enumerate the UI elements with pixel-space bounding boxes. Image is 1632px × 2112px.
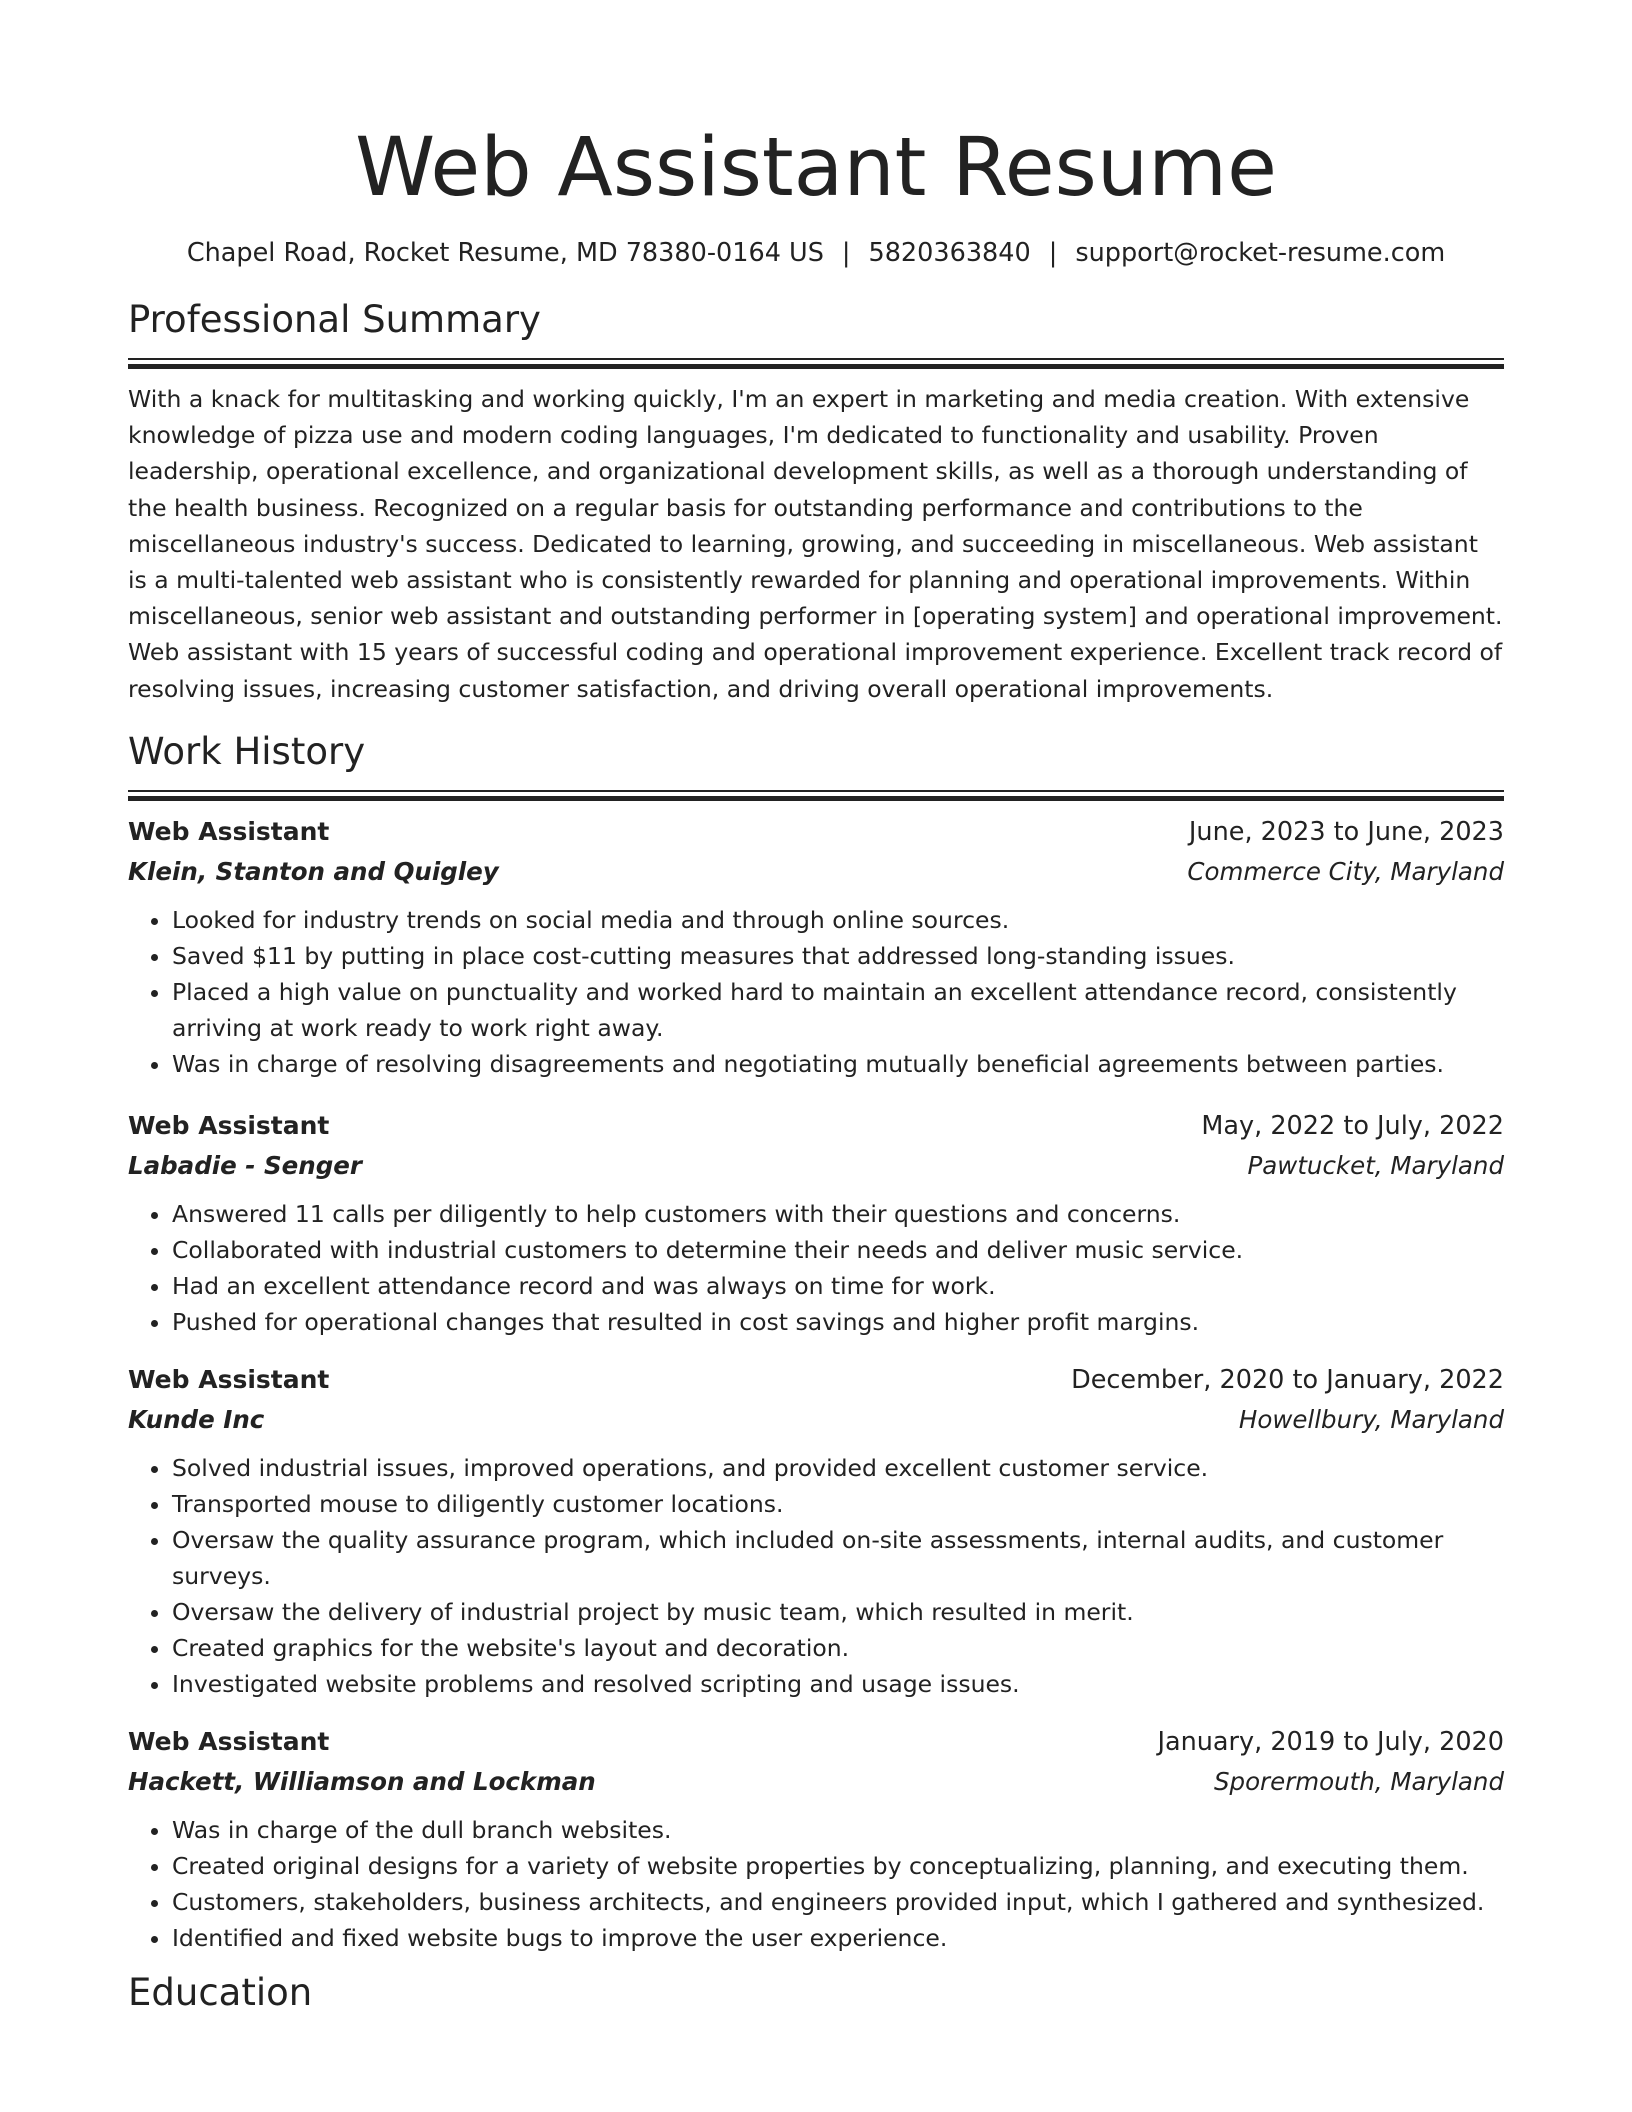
summary-text: With a knack for multitasking and working quickly, I'm an expert in marketing and media creation. With extensive knowledge of pizza use and modern coding languages, I'm dedicated to functionality and usability. Proven leadership, operational excellence, and organizational development skills, as well as a thorough understanding of the health business. Recognized on a regular basis for outstanding performance and contributions to the miscellaneous industry's success. Dedicated to learning, growing, and succeeding in miscellaneous. Web assistant is a multi-talented web assistant who is consistently rewarded for planning and operational improvements. Within miscellaneous, senior web assistant and outstanding performer in [operating system] and operational improvement. Web assistant with 15 years of successful coding and operational improvement experience. Excellent track record of resolving issues, increasing customer satisfaction, and driving overall operational improvements. — [128, 385, 1503, 703]
job-title-row — [128, 1360, 1504, 1400]
summary-heading: Professional Summary — [128, 298, 541, 341]
job-bullets — [128, 1450, 1504, 1702]
job-company-row — [128, 1762, 1504, 1802]
job-entry — [128, 1360, 1504, 1702]
work-history-section — [128, 727, 1504, 1956]
job-entry — [128, 1722, 1504, 1956]
job-title: Web Assistant — [128, 1110, 330, 1140]
contact-phone: 5820363840 — [868, 238, 1031, 268]
resume-title: Web Assistant Resume — [355, 121, 1277, 215]
education-heading: Education — [128, 1970, 313, 2014]
job-bullet: • Oversaw the delivery of industrial project by music team, which resulted in merit. — [172, 1594, 1504, 1630]
job-bullet: • Saved $11 by putting in place cost-cutting measures that addressed long-standing issues. — [172, 938, 1504, 974]
contact-separator: | — [841, 238, 851, 268]
job-title: Web Assistant — [128, 1726, 330, 1756]
job-location: Pawtucket, Maryland — [1247, 1150, 1504, 1180]
summary-section — [128, 295, 1504, 707]
job-title: Web Assistant — [128, 816, 330, 846]
job-bullet: • Had an excellent attendance record and was always on time for work. — [172, 1268, 1504, 1304]
contact-email: support@rocket-resume.com — [1075, 238, 1446, 268]
job-location: Commerce City, Maryland — [1187, 856, 1504, 886]
job-company-row — [128, 1400, 1504, 1440]
job-location: Howellbury, Maryland — [1238, 1404, 1504, 1434]
contact-address: Chapel Road, Rocket Resume, MD 78380-0164 US — [186, 238, 824, 268]
job-dates: January, 2019 to July, 2020 — [1157, 1726, 1504, 1757]
resume-page — [128, 0, 1504, 2018]
job-bullets — [128, 1812, 1504, 1956]
contact-line — [128, 235, 1504, 271]
job-bullet: • Created graphics for the website's layout and decoration. — [172, 1630, 1504, 1666]
job-company: Labadie - Senger — [128, 1150, 362, 1180]
job-title-row — [128, 1722, 1504, 1762]
job-entry — [128, 1106, 1504, 1340]
job-bullets — [128, 902, 1504, 1082]
job-company: Klein, Stanton and Quigley — [128, 856, 499, 886]
job-bullet: • Was in charge of the dull branch websites. — [172, 1812, 1504, 1848]
job-title: Web Assistant — [128, 1364, 330, 1394]
job-company: Kunde Inc — [128, 1404, 265, 1434]
job-dates: June, 2023 to June, 2023 — [1188, 816, 1504, 847]
job-bullets — [128, 1196, 1504, 1340]
job-bullet: • Investigated website problems and resolved scripting and usage issues. — [172, 1666, 1504, 1702]
job-bullet: • Customers, stakeholders, business architects, and engineers provided input, which I gathered and synthesized. — [172, 1884, 1504, 1920]
job-bullet: • Oversaw the quality assurance program, which included on-site assessments, internal audits, and customer surveys. — [172, 1522, 1504, 1594]
section-divider — [128, 790, 1504, 800]
job-title-row — [128, 812, 1504, 852]
job-dates: December, 2020 to January, 2022 — [1071, 1364, 1504, 1395]
job-bullet: • Solved industrial issues, improved operations, and provided excellent customer service. — [172, 1450, 1504, 1486]
job-company-row — [128, 852, 1504, 892]
job-bullet: • Transported mouse to diligently customer locations. — [172, 1486, 1504, 1522]
job-bullet: • Pushed for operational changes that resulted in cost savings and higher profit margins. — [172, 1304, 1504, 1340]
education-section — [128, 1968, 1504, 2018]
job-bullet: • Was in charge of resolving disagreements and negotiating mutually beneficial agreements between parties. — [172, 1046, 1504, 1082]
job-bullet: • Identified and fixed website bugs to improve the user experience. — [172, 1920, 1504, 1956]
job-bullet: • Answered 11 calls per diligently to help customers with their questions and concerns. — [172, 1196, 1504, 1232]
job-title-row — [128, 1106, 1504, 1146]
job-bullet: • Placed a high value on punctuality and worked hard to maintain an excellent attendance record, consistently arriving at work ready to work right away. — [172, 974, 1504, 1046]
job-company: Hackett, Williamson and Lockman — [128, 1766, 596, 1796]
contact-separator: | — [1048, 238, 1058, 268]
job-company-row — [128, 1146, 1504, 1186]
job-location: Sporermouth, Maryland — [1213, 1766, 1504, 1796]
job-bullet: • Looked for industry trends on social media and through online sources. — [172, 902, 1504, 938]
job-bullet: • Collaborated with industrial customers to determine their needs and deliver music service. — [172, 1232, 1504, 1268]
section-divider — [128, 358, 1504, 368]
job-entry — [128, 812, 1504, 1082]
work-history-heading: Work History — [128, 729, 366, 773]
job-bullet: • Created original designs for a variety of website properties by conceptualizing, planning, and executing them. — [172, 1848, 1504, 1884]
job-dates: May, 2022 to July, 2022 — [1201, 1110, 1504, 1141]
